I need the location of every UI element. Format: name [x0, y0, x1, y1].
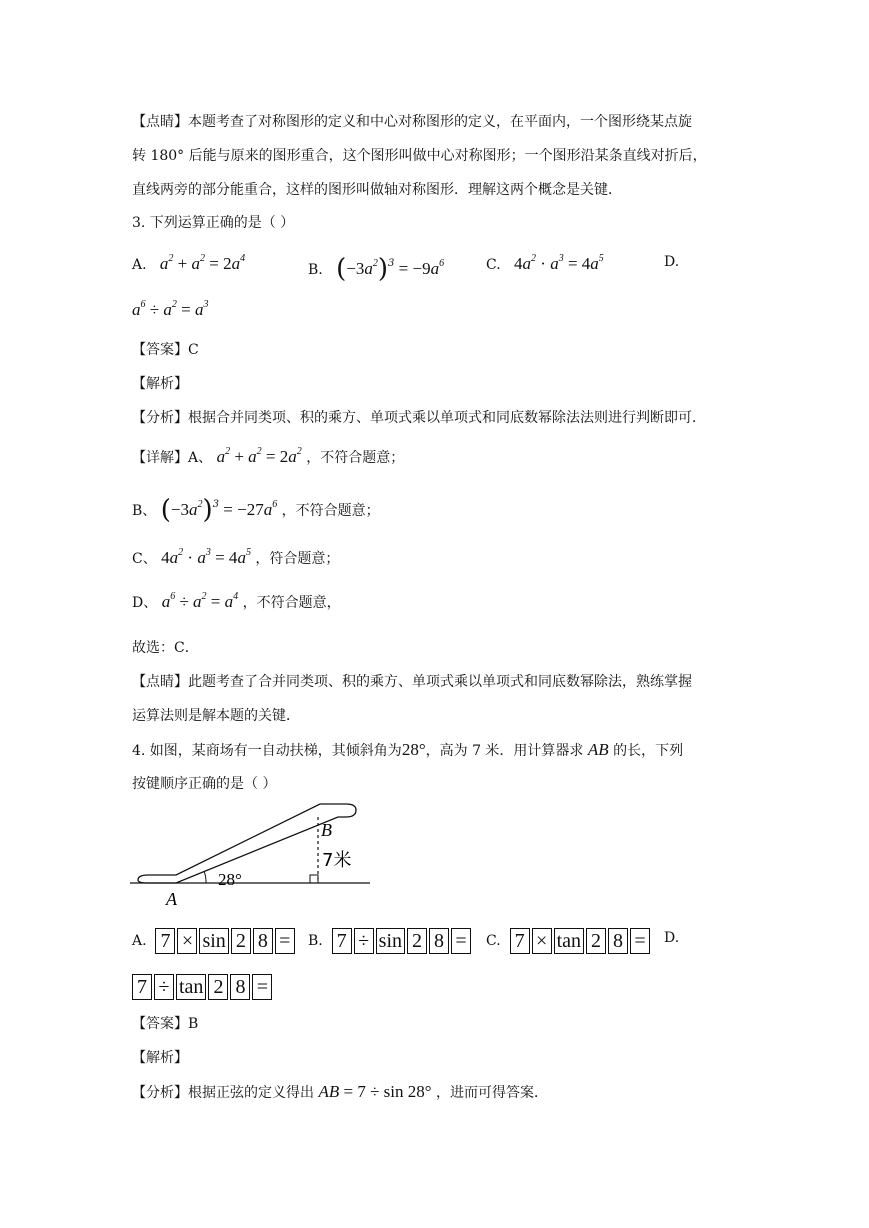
- calc-key: 2: [586, 928, 606, 954]
- q4-option-a: A. 7 × sin 2 8 =: [132, 928, 295, 954]
- label-b: B: [321, 820, 332, 840]
- q3-option-d: $a^6 \div a^2 = a^3$: [132, 299, 209, 319]
- q4-fenxi: 【分析】根据正弦的定义得出 AB = 7 ÷ sin 28° ，进而可得答案．: [132, 1082, 548, 1101]
- q3-fenxi: 【分析】根据合并同类项、积的乘方、单项式乘以单项式和同底数幂除法法则进行判断即可．: [132, 410, 706, 426]
- q3-choose: 故选：C．: [132, 640, 199, 656]
- q3-detail-d: D、 $a^6 \div a^2 = a^4$ ，不符合题意，: [132, 591, 341, 611]
- calc-key: ÷: [354, 928, 374, 954]
- calc-key: tan: [554, 928, 584, 954]
- q3-analysis-label: 【解析】: [132, 376, 188, 392]
- calc-key: 7: [132, 974, 152, 1000]
- label-height: 7米: [322, 850, 352, 871]
- q3-stem: 3. 下列运算正确的是（ ）: [132, 215, 295, 231]
- q4-keys-d: [132, 974, 272, 1000]
- q4-keys-b: [332, 928, 471, 954]
- label-angle: 28°: [218, 870, 242, 889]
- q2-review-line3: 直线两旁的部分能重合，这样的图形叫做轴对称图形．理解这两个概念是关键．: [132, 182, 622, 198]
- q3-detail-b: B、 $(-3a^2)^3 = -27a^6$ ，不符合题意；: [132, 495, 380, 525]
- escalator-shape: [138, 804, 356, 883]
- calc-key: 2: [208, 974, 228, 1000]
- q4-analysis-label: 【解析】: [132, 1050, 188, 1066]
- calc-key: 8: [429, 928, 449, 954]
- q3-answer: 【答案】C: [132, 342, 199, 358]
- calc-key: 8: [608, 928, 628, 954]
- q3-detail-c: C、 $4a^2 \cdot a^3 = 4a^5$ ，符合题意；: [132, 547, 340, 567]
- q4-stem-line2: 按键顺序正确的是（ ）: [132, 776, 277, 792]
- q3-review-line1: 【点睛】此题考查了合并同类项、积的乘方、单项式乘以单项式和同底数幂除法，熟练掌握: [132, 674, 692, 690]
- right-angle-mark: [310, 875, 318, 883]
- calc-key: 7: [155, 928, 175, 954]
- q4-option-c: C. 7 × tan 2 8 =: [486, 928, 650, 954]
- calc-key: =: [451, 928, 471, 954]
- q3-detail-a: 【详解】A、 $a^2 + a^2 = 2a^2$ ，不符合题意；: [132, 446, 405, 466]
- q4-keys-c: [510, 928, 650, 954]
- q4-stem-line1: 4. 如图，某商场有一自动扶梯，其倾斜角为28°，高为 7 米．用计算器求 AB 的长，下列: [132, 740, 684, 759]
- q3-option-d-label: D.: [664, 254, 680, 270]
- calc-key: tan: [176, 974, 206, 1000]
- q4-keys-a: [155, 928, 294, 954]
- escalator-figure: [128, 795, 378, 909]
- calc-key: 2: [231, 928, 251, 954]
- calc-key: =: [630, 928, 650, 954]
- label-a: A: [166, 889, 177, 909]
- calc-key: 2: [407, 928, 427, 954]
- calc-key: =: [275, 928, 295, 954]
- q4-option-b: B. 7 ÷ sin 2 8 =: [308, 928, 471, 954]
- calc-key: 8: [253, 928, 273, 954]
- q2-review-line1: 【点睛】本题考查了对称图形的定义和中心对称图形的定义，在平面内，一个图形绕某点旋: [132, 114, 692, 130]
- q3-option-b: B. $(-3a^2)^3 = -9a^6$: [308, 254, 445, 284]
- q3-option-a: A. $a^2 + a^2 = 2a^4$: [132, 253, 246, 273]
- calc-key: 7: [332, 928, 352, 954]
- q3-review-line2: 运算法则是解本题的关键．: [132, 708, 300, 724]
- calc-key: ×: [177, 928, 197, 954]
- calc-key: sin: [376, 928, 405, 954]
- calc-key: ×: [532, 928, 552, 954]
- q3-option-c: C. $4a^2 \cdot a^3 = 4a^5$: [486, 253, 604, 273]
- q4-option-d-label: D.: [664, 930, 680, 946]
- calc-key: sin: [199, 928, 228, 954]
- q4-option-d: [132, 974, 272, 1000]
- calc-key: ÷: [154, 974, 174, 1000]
- q4-answer: 【答案】B: [132, 1016, 199, 1032]
- angle-arc: [204, 871, 206, 883]
- calc-key: =: [252, 974, 272, 1000]
- q2-review-line2: 转 180° 后能与原来的图形重合，这个图形叫做中心对称图形；一个图形沿某条直线对折后，: [132, 148, 707, 164]
- calc-key: 8: [230, 974, 250, 1000]
- calc-key: 7: [510, 928, 530, 954]
